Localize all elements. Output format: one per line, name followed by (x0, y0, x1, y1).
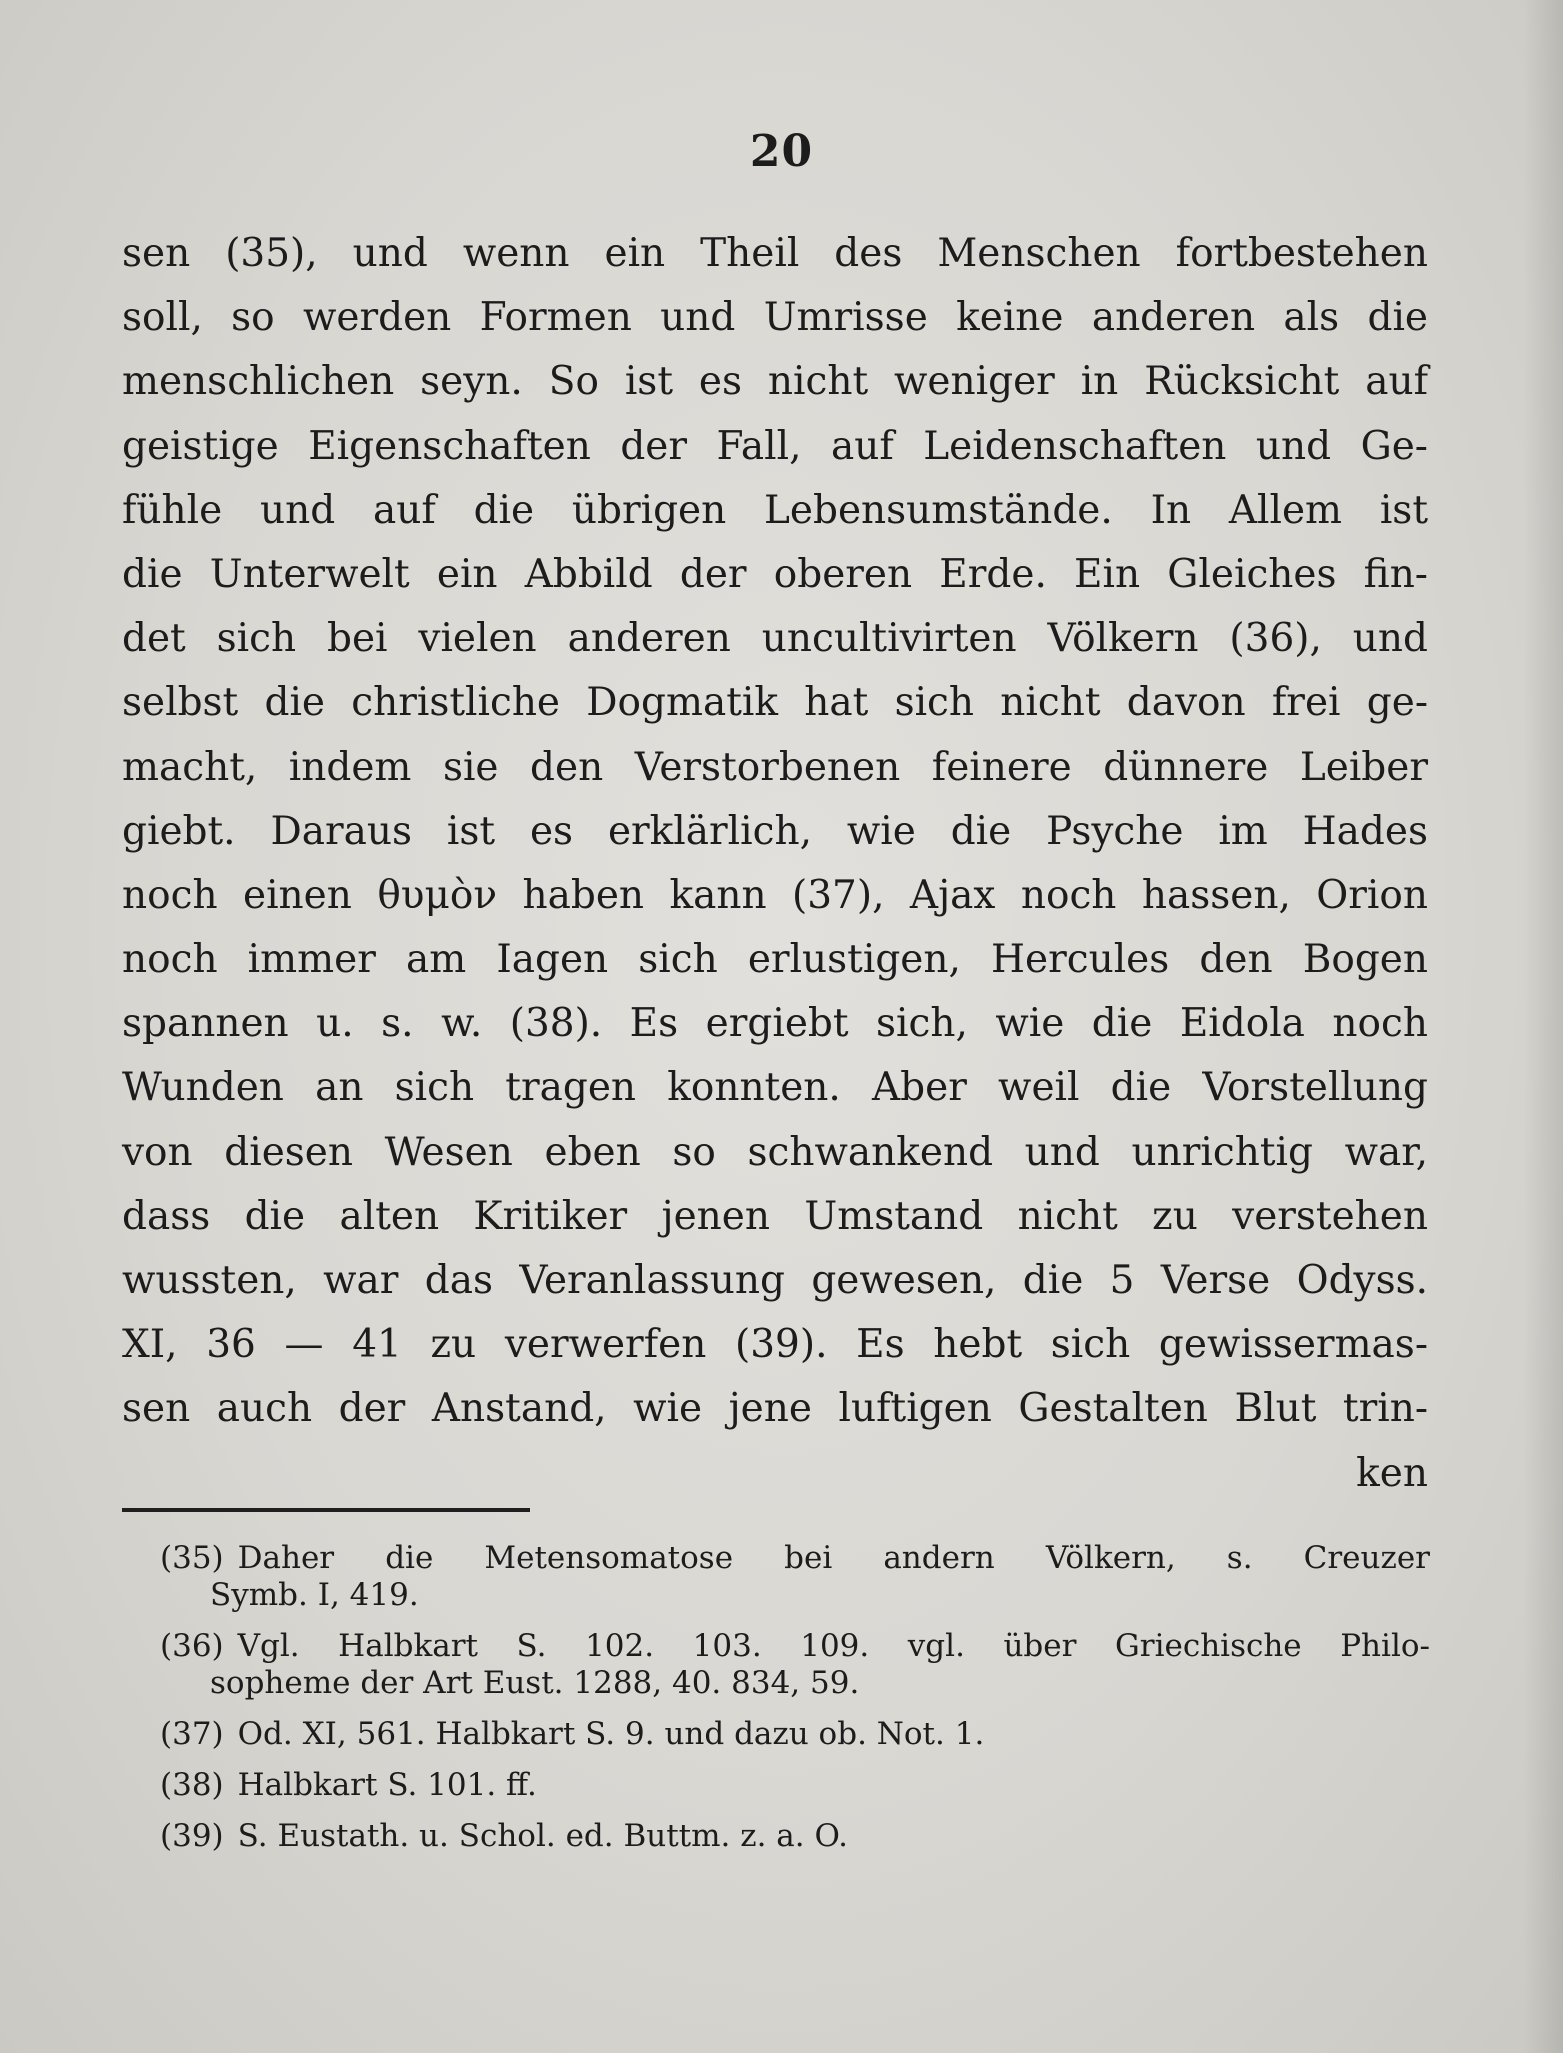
text-line: wussten, war das Veranlassung gewesen, die 5 Verse Odyss. (122, 1258, 1428, 1303)
footnote-35 (160, 1540, 1430, 1614)
footnote-separator-rule (122, 1508, 530, 1512)
text-line: sen auch der Anstand, wie jene luftigen Gestalten Blut trin- (122, 1386, 1428, 1432)
footnote-first-line (160, 1716, 1430, 1753)
page-number: 20 (749, 126, 814, 177)
footnote-marker: (38) (160, 1767, 224, 1803)
footnote-text: Od. XI, 561. Halbkart S. 9. und dazu ob. Not. 1. (237, 1716, 985, 1752)
footnote-36 (160, 1628, 1430, 1702)
text-line: Wunden an sich tragen konnten. Aber weil die Vorstellung (122, 1065, 1428, 1111)
footnote-marker: (39) (160, 1818, 224, 1854)
footnote-39 (160, 1818, 1430, 1855)
footnote-continuation: Symb. I, 419. (210, 1577, 419, 1613)
footnote-38 (160, 1767, 1430, 1804)
text-line: noch immer am Iagen sich erlustigen, Hercules den Bogen (122, 937, 1428, 983)
text-line: sen (35), und wenn ein Theil des Menschen fortbestehen (122, 231, 1428, 276)
text-line: giebt. Daraus ist es erklärlich, wie die Psyche im Hades (122, 808, 1428, 854)
footnote-first-line (160, 1767, 1430, 1804)
footnote-text: S. Eustath. u. Schol. ed. Buttm. z. a. O. (237, 1818, 848, 1854)
main-text-block (122, 222, 1428, 1506)
text-line: XI, 36 — 41 zu verwerfen (39). Es hebt sich gewissermas- (122, 1322, 1428, 1368)
text-line: soll, so werden Formen und Umrisse keine anderen als die (122, 295, 1428, 341)
text-line: die Unterwelt ein Abbild der oberen Erde. Ein Gleiches fin- (122, 551, 1428, 597)
text-line: det sich bei vielen anderen uncultivirten Völkern (36), und (122, 616, 1428, 662)
text-line: spannen u. s. w. (38). Es ergiebt sich, wie die Eidola noch (122, 1001, 1428, 1047)
text-line: selbst die christliche Dogmatik hat sich nicht davon frei ge- (122, 680, 1428, 726)
text-line: noch einen θυμὸν haben kann (37), Ajax noch hassen, Orion (122, 872, 1428, 918)
text-line: menschlichen seyn. So ist es nicht weniger in Rücksicht auf (122, 359, 1428, 405)
footnote-marker: (35) (160, 1540, 224, 1576)
footnote-first-line (160, 1628, 1430, 1665)
text-line: fühle und auf die übrigen Lebensumstände. In Allem ist (122, 487, 1428, 533)
footnotes-block (160, 1540, 1430, 1869)
page-edge-shadow (1523, 0, 1563, 2053)
footnote-marker: (37) (160, 1716, 224, 1752)
footnote-text: Daher die Metensomatose bei andern Völkern, s. Creuzer (237, 1540, 1430, 1576)
footnote-37 (160, 1716, 1430, 1753)
footnote-marker: (36) (160, 1628, 224, 1664)
footnote-text: Vgl. Halbkart S. 102. 103. 109. vgl. über Griechische Philo- (237, 1628, 1430, 1664)
text-line: macht, indem sie den Verstorbenen feinere dünnere Leiber (122, 744, 1428, 790)
text-line: von diesen Wesen eben so schwankend und unrichtig war, (122, 1129, 1428, 1175)
text-line: geistige Eigenschaften der Fall, auf Leidenschaften und Ge- (122, 423, 1428, 469)
catchword: ken (1356, 1450, 1428, 1496)
footnote-text: Halbkart S. 101. ff. (237, 1767, 537, 1803)
footnote-first-line (160, 1540, 1430, 1577)
text-line: dass die alten Kritiker jenen Umstand nicht zu verstehen (122, 1193, 1428, 1239)
footnote-first-line (160, 1818, 1430, 1855)
footnote-continuation: sopheme der Art Eust. 1288, 40. 834, 59. (210, 1665, 860, 1701)
